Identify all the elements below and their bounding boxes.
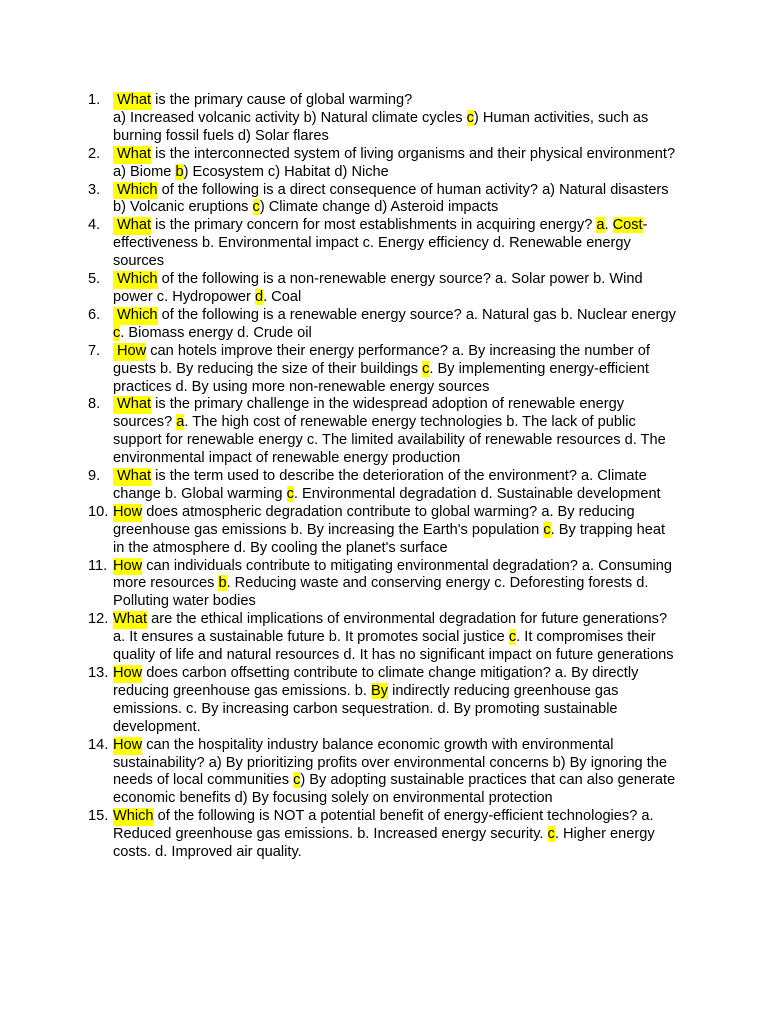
question-text: is the primary challenge in the widespread adoption of renewable energy sources? bbox=[113, 396, 625, 431]
question-text: is the primary cause of global warming? bbox=[151, 92, 413, 108]
question-text: . Biomass energy d. Crude oil bbox=[120, 324, 312, 341]
question-lead-highlight: How bbox=[113, 736, 143, 753]
question-text: . By trapping heat in the atmosphere d. By cooling the planet's surface bbox=[113, 521, 666, 556]
question-number: 9. bbox=[88, 468, 101, 485]
question-text: . Coal bbox=[263, 288, 302, 305]
question-text: a) Increased volcanic activity b) Natural climate cycles bbox=[113, 109, 467, 126]
question-lead-highlight: What bbox=[113, 468, 151, 486]
question-item bbox=[88, 504, 678, 558]
answer-highlight: Cost bbox=[612, 217, 643, 234]
question-item bbox=[88, 92, 678, 146]
answer-highlight: c bbox=[547, 826, 555, 843]
question-lead-highlight: What bbox=[113, 217, 151, 235]
answer-highlight: c bbox=[286, 485, 294, 502]
answer-highlight: c bbox=[422, 360, 430, 377]
question-lead-highlight: Which bbox=[113, 271, 158, 289]
question-lead-highlight: How bbox=[113, 343, 146, 361]
question-number: 10. bbox=[88, 503, 109, 520]
question-lead-highlight: Which bbox=[113, 182, 158, 200]
answer-highlight: a bbox=[176, 414, 185, 431]
question-text: can the hospitality industry balance economic growth with environmental sustainability? a) By prioritizing profits over environmental concerns b) By ignoring the needs of local communities bbox=[113, 736, 668, 789]
question-item bbox=[88, 665, 678, 737]
question-text: of the following is a non-renewable energy source? a. Solar power b. Wind power c. Hydropower bbox=[113, 271, 643, 305]
question-item bbox=[88, 808, 678, 862]
question-text: ) Ecosystem c) Habitat d) Niche bbox=[183, 163, 389, 180]
answer-highlight: c bbox=[466, 109, 474, 126]
question-item bbox=[88, 217, 678, 271]
question-text: . By implementing energy-efficient practices d. By using more non-renewable energy sources bbox=[113, 360, 649, 395]
question-number: 15. bbox=[88, 808, 109, 825]
answer-highlight: c bbox=[252, 199, 260, 216]
question-item bbox=[88, 396, 678, 468]
question-item bbox=[88, 468, 678, 504]
question-text: of the following is a renewable energy source? a. Natural gas b. Nuclear energy bbox=[157, 306, 676, 323]
answer-highlight: b bbox=[218, 575, 227, 592]
question-item bbox=[88, 182, 678, 218]
answer-highlight: c bbox=[543, 521, 551, 538]
question-text: are the ethical implications of environmental degradation for future generations? a. It ensures a sustainable future b. It promotes social justice bbox=[113, 611, 668, 646]
question-number: 12. bbox=[88, 611, 109, 628]
question-number: 5. bbox=[88, 271, 101, 288]
question-text: of the following is NOT a potential benefit of energy-efficient technologies? a. Reduced greenhouse gas emissions. b. Increased energy security. bbox=[113, 808, 654, 843]
question-text: -effectiveness b. Environmental impact c. Energy efficiency d. Renewable energy sources bbox=[113, 217, 648, 270]
question-text: ) Climate change d) Asteroid impacts bbox=[259, 199, 499, 216]
question-text: . The high cost of renewable energy technologies b. The lack of public support for renewable energy c. The limited availability of renewable resources d. The environmental impact of renewable energy production bbox=[113, 414, 666, 467]
question-number: 2. bbox=[88, 145, 101, 162]
question-text: of the following is a direct consequence of human activity? a) Natural disasters b) Volcanic eruptions bbox=[113, 181, 669, 216]
question-lead-highlight: What bbox=[113, 146, 151, 164]
answer-highlight: d bbox=[254, 288, 264, 305]
question-lead-highlight: Which bbox=[113, 808, 154, 825]
answer-highlight: c bbox=[293, 772, 301, 789]
answer-highlight: b bbox=[175, 163, 184, 180]
question-text: is the primary concern for most establishments in acquiring energy? bbox=[151, 217, 597, 234]
question-text: does atmospheric degradation contribute to global warming? a. By reducing greenhouse gas emissions b. By increasing the Earth's population bbox=[113, 503, 635, 538]
question-text: . Higher energy costs. d. Improved air quality. bbox=[113, 826, 655, 861]
question-lead-highlight: Which bbox=[113, 307, 158, 325]
question-number: 3. bbox=[88, 181, 101, 198]
question-list bbox=[88, 92, 678, 862]
question-text: is the term used to describe the deterioration of the environment? a. Climate change b. Global warming bbox=[113, 468, 647, 502]
question-item bbox=[88, 146, 678, 182]
question-item bbox=[88, 343, 678, 397]
question-number: 11. bbox=[88, 557, 108, 574]
answer-highlight: c bbox=[113, 324, 121, 341]
question-number: 1. bbox=[88, 92, 101, 108]
question-text: indirectly reducing greenhouse gas emissions. c. By increasing carbon sequestration. d. By promoting sustainable development. bbox=[113, 682, 619, 735]
question-number: 4. bbox=[88, 217, 101, 234]
question-item bbox=[88, 271, 678, 307]
question-lead-highlight: What bbox=[113, 92, 151, 110]
question-text: . bbox=[604, 217, 613, 234]
question-item bbox=[88, 611, 678, 665]
question-lead-highlight: What bbox=[113, 396, 151, 414]
question-lead-highlight: How bbox=[113, 503, 143, 520]
question-text: . Reducing waste and conserving energy c. Deforesting forests d. Polluting water bodies bbox=[113, 575, 649, 610]
answer-highlight: By bbox=[370, 682, 389, 699]
question-item bbox=[88, 737, 678, 809]
question-lead-highlight: How bbox=[113, 557, 143, 574]
question-item bbox=[88, 558, 678, 612]
question-lead-highlight: What bbox=[113, 611, 148, 628]
question-text: . Environmental degradation d. Sustainable development bbox=[293, 485, 661, 502]
question-lead-highlight: How bbox=[113, 665, 143, 681]
question-text: can hotels improve their energy performance? a. By increasing the number of guests b. By reducing the size of their buildings bbox=[113, 342, 650, 377]
question-text: ) By adopting sustainable practices that can also generate economic benefits d) By focusing solely on environmental protection bbox=[113, 772, 676, 807]
question-number: 14. bbox=[88, 736, 109, 753]
question-number: 8. bbox=[88, 396, 101, 413]
answer-highlight: a bbox=[596, 217, 605, 234]
question-text: . It compromises their quality of life and natural resources d. It has no significant impact on future generations bbox=[113, 629, 674, 664]
answer-highlight: c bbox=[508, 629, 517, 646]
question-text: is the interconnected system of living organisms and their physical environment? bbox=[151, 145, 676, 162]
question-text: a) Biome bbox=[113, 163, 176, 180]
question-number: 6. bbox=[88, 306, 101, 323]
question-item bbox=[88, 307, 678, 343]
question-number: 7. bbox=[88, 342, 101, 359]
question-text: ) Human activities, such as burning fossil fuels d) Solar flares bbox=[113, 109, 649, 144]
question-number: 13. bbox=[88, 665, 109, 681]
question-text: can individuals contribute to mitigating environmental degradation? a. Consuming more resources bbox=[113, 557, 672, 592]
question-text: does carbon offsetting contribute to climate change mitigation? a. By directly reducing greenhouse gas emissions. b. bbox=[113, 665, 639, 699]
